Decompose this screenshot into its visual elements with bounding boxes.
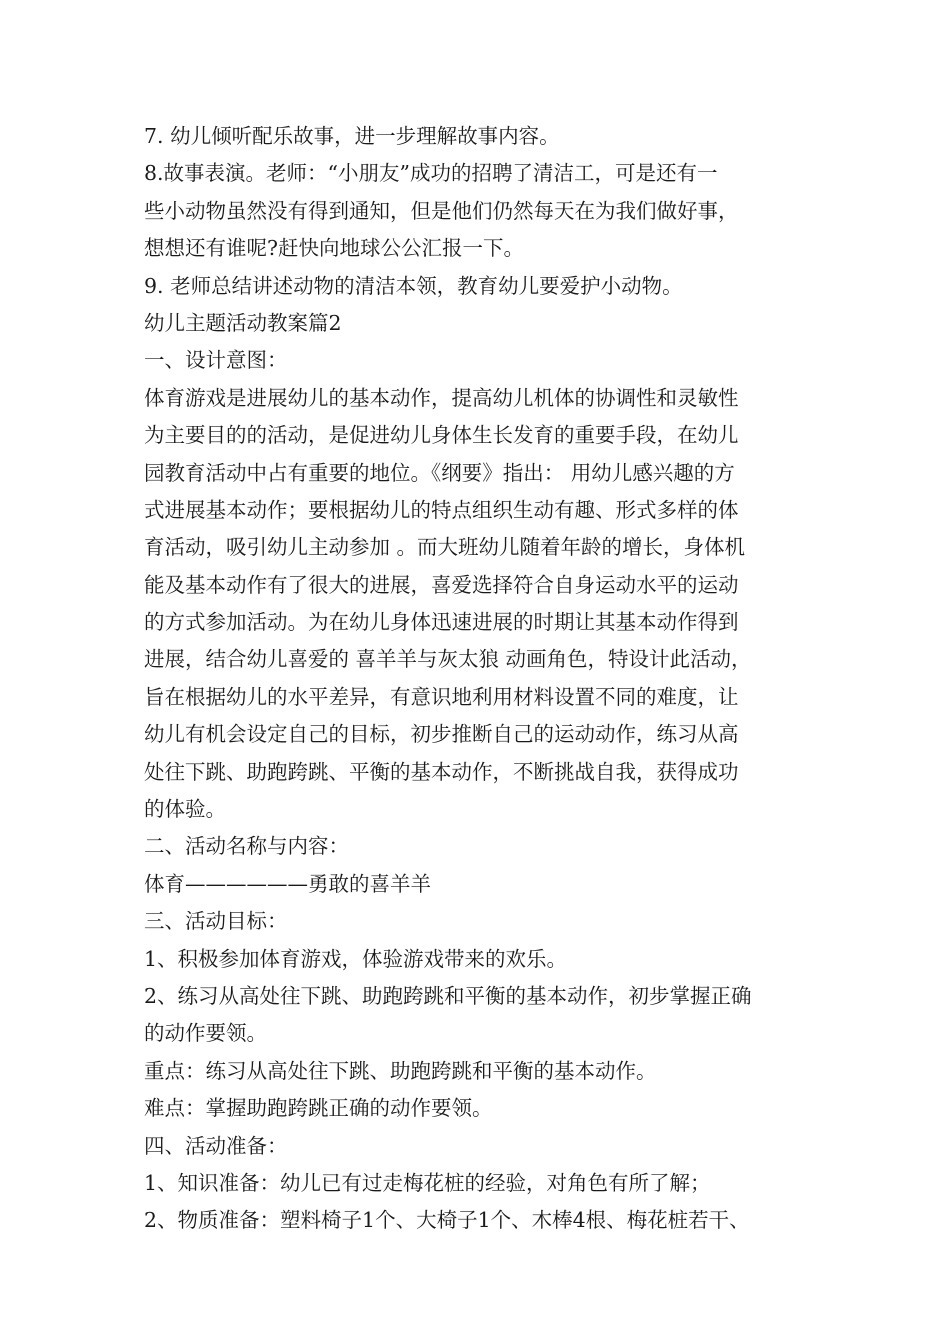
text-line: 的体验。	[144, 797, 226, 822]
text-line: 为主要目的的活动，是促进幼儿身体生长发育的重要手段，在幼儿	[144, 423, 739, 448]
text-line: 2、物质准备：塑料椅子1个、大椅子1个、木棒4根、梅花桩若干、	[144, 1208, 750, 1233]
text-line: 式进展基本动作；要根据幼儿的特点组织生动有趣、形式多样的体	[144, 497, 739, 522]
text-line: 7. 幼儿倾听配乐故事，进一步理解故事内容。	[144, 124, 560, 148]
subsection-heading: 二、活动名称与内容：	[144, 834, 349, 859]
text-line: 9. 老师总结讲述动物的清洁本领，教育幼儿要爱护小动物。	[144, 273, 683, 298]
text-line: 重点：练习从高处往下跳、助跑跨跳和平衡的基本动作。	[144, 1058, 657, 1083]
text-line: 1、知识准备：幼儿已有过走梅花桩的经验，对角色有所了解；	[144, 1170, 711, 1195]
text-line: 旨在根据幼儿的水平差异，有意识地利用材料设置不同的难度，让	[144, 684, 739, 709]
text-line: 体育——————勇敢的喜羊羊	[144, 871, 431, 896]
text-line: 想想还有谁呢?赶快向地球公公汇报一下。	[144, 236, 524, 261]
text-line: 难点：掌握助跑跨跳正确的动作要领。	[144, 1096, 493, 1121]
text-line: 的动作要领。	[144, 1021, 267, 1046]
section-heading: 幼儿主题活动教案篇2	[144, 310, 342, 335]
text-line: 进展，结合幼儿喜爱的 喜羊羊与灰太狼 动画角色，特设计此活动，	[144, 647, 752, 672]
text-line: 1、积极参加体育游戏，体验游戏带来的欢乐。	[144, 946, 568, 971]
text-line: 园教育活动中占有重要的地位。《纲要》指出： 用幼儿感兴趣的方	[144, 460, 735, 485]
text-line: 处往下跳、助跑跨跳、平衡的基本动作，不断挑战自我，获得成功	[144, 759, 739, 784]
text-line: 8.故事表演。老师：“小朋友”成功的招聘了清洁工，可是还有一	[144, 161, 718, 186]
text-line: 育活动，吸引幼儿主动参加 。而大班幼儿随着年龄的增长，身体机	[144, 535, 746, 560]
subsection-heading: 三、活动目标：	[144, 909, 288, 934]
text-line: 幼儿有机会设定自己的目标，初步推断自己的运动动作，练习从高	[144, 722, 739, 747]
text-line: 的方式参加活动。为在幼儿身体迅速进展的时期让其基本动作得到	[144, 610, 739, 635]
subsection-heading: 一、设计意图：	[144, 348, 288, 373]
subsection-heading: 四、活动准备：	[144, 1133, 288, 1158]
text-line: 能及基本动作有了很大的进展，喜爱选择符合自身运动水平的运动	[144, 572, 739, 597]
document-page	[144, 118, 834, 1240]
text-line: 体育游戏是进展幼儿的基本动作，提高幼儿机体的协调性和灵敏性	[144, 385, 739, 410]
text-line: 2、练习从高处往下跳、助跑跨跳和平衡的基本动作，初步掌握正确	[144, 983, 752, 1008]
text-line: 些小动物虽然没有得到通知，但是他们仍然每天在为我们做好事，	[144, 198, 739, 223]
